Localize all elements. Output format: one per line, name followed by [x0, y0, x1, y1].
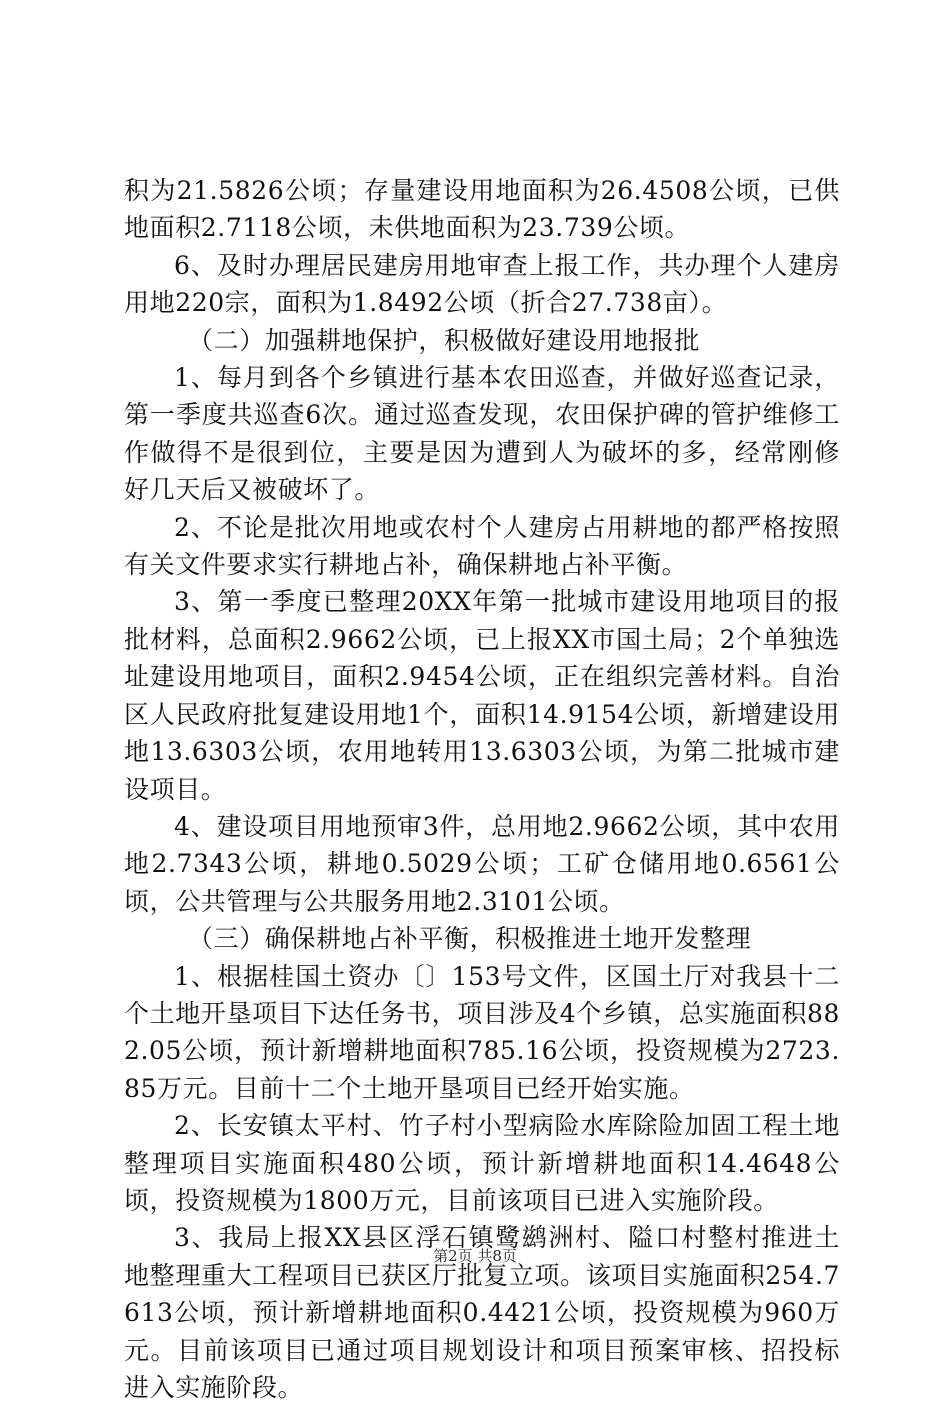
section-heading-2: （二）加强耕地保护，积极做好建设用地报批	[188, 325, 701, 355]
paragraph-3-item-3: 3、我局上报XX县区浮石镇鹭鹚洲村、隘口村整村推进土地整理重大工程项目已获区厅批复立项。该项目实施面积254.7613公顷，预计新增耕地面积0.4421公顷，投资规模为960万元。目前该项目已通过项目规划设计和项目预案审核、招投标进入实施阶段。	[124, 1223, 840, 1402]
paragraph-2-item-3: 3、第一季度已整理20XX年第一批城市建设用地项目的报批材料，总面积2.9662公顷，已上报XX市国土局；2个单独选址建设用地项目，面积2.9454公顷，正在组织完善材料。自治区人民政府批复建设用地1个，面积14.9154公顷，新增建设用地13.6303公顷，农用地转用13.6303公顷，为第二批城市建设项目。	[124, 587, 840, 804]
section-heading-3: （三）确保耕地占补平衡，积极推进土地开发整理	[188, 924, 752, 954]
paragraph-2-item-1: 1、每月到各个乡镇进行基本农田巡查，并做好巡查记录，第一季度共巡查6次。通过巡查发现，农田保护碑的管护维修工作做得不是很到位，主要是因为遭到人为破坏的多，经常刚修好几天后又被破坏了。	[124, 363, 840, 505]
document-body	[124, 172, 840, 1406]
paragraph-3-item-2: 2、长安镇太平村、竹子村小型病险水库除险加固工程土地整理项目实施面积480公顷，预计新增耕地面积14.4648公顷，投资规模为1800万元，目前该项目已进入实施阶段。	[124, 1111, 840, 1215]
paragraph-continuation: 积为21.5826公顷；存量建设用地面积为26.4508公顷，已供地面积2.7118公顷，未供地面积为23.739公顷。	[124, 176, 840, 243]
paragraph-2-item-4: 4、建设项目用地预审3件，总用地2.9662公顷，其中农用地2.7343公顷，耕地0.5029公顷；工矿仓储用地0.6561公顷，公共管理与公共服务用地2.3101公顷。	[124, 811, 840, 916]
paragraph-3-item-1: 1、根据桂国土资办〔〕153号文件，区国土厅对我县十二个土地开垦项目下达任务书，项目涉及4个乡镇，总实施面积882.05公顷，预计新增耕地面积785.16公顷，投资规模为2723.85万元。目前十二个土地开垦项目已经开始实施。	[124, 961, 840, 1103]
paragraph-2-item-2: 2、不论是批次用地或农村个人建房占用耕地的都严格按照有关文件要求实行耕地占补，确保耕地占补平衡。	[124, 512, 840, 580]
paragraph-item-6: 6、及时办理居民建房用地审查上报工作，共办理个人建房用地220宗，面积为1.8492公顷（折合27.738亩）。	[124, 250, 840, 318]
page-footer: 第2页 共8页	[433, 1247, 517, 1265]
